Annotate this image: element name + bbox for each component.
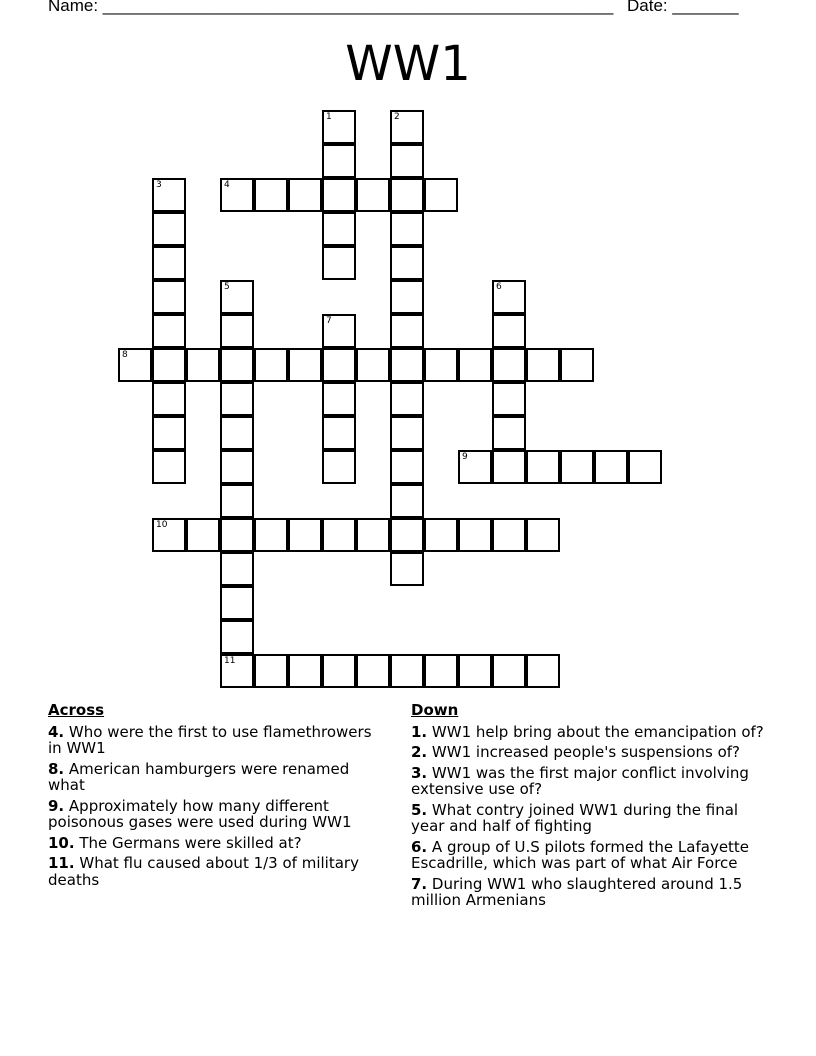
crossword-cell[interactable] [152, 178, 186, 212]
crossword-cell[interactable] [390, 382, 424, 416]
crossword-cell[interactable] [492, 654, 526, 688]
crossword-cell[interactable] [390, 518, 424, 552]
crossword-cell[interactable] [322, 518, 356, 552]
crossword-cell[interactable] [492, 382, 526, 416]
clue-text: What flu caused about 1/3 of military deaths [48, 854, 359, 889]
crossword-cell[interactable] [424, 654, 458, 688]
crossword-cell[interactable] [492, 450, 526, 484]
crossword-cell[interactable] [152, 246, 186, 280]
crossword-cell[interactable] [492, 518, 526, 552]
crossword-cell[interactable] [526, 348, 560, 382]
clue-text: The Germans were skilled at? [79, 833, 302, 852]
clue-number-label: 7 [326, 316, 332, 326]
clue-number: 5. [411, 800, 428, 819]
crossword-cell[interactable] [152, 212, 186, 246]
crossword-cell[interactable] [322, 246, 356, 280]
crossword-cell[interactable] [356, 178, 390, 212]
crossword-cell[interactable] [322, 314, 356, 348]
down-clue [411, 802, 771, 835]
clue-number-label: 2 [394, 112, 400, 122]
crossword-cell[interactable] [220, 416, 254, 450]
crossword-cell[interactable] [220, 620, 254, 654]
across-clue [48, 798, 388, 831]
crossword-cell[interactable] [390, 314, 424, 348]
crossword-cell[interactable] [220, 178, 254, 212]
crossword-cell[interactable] [390, 280, 424, 314]
crossword-cell[interactable] [220, 348, 254, 382]
crossword-cell[interactable] [594, 450, 628, 484]
down-clue [411, 744, 771, 761]
crossword-cell[interactable] [322, 450, 356, 484]
crossword-cell[interactable] [322, 144, 356, 178]
crossword-cell[interactable] [322, 382, 356, 416]
clue-number-label: 11 [224, 656, 236, 666]
crossword-cell[interactable] [152, 348, 186, 382]
crossword-cell[interactable] [526, 654, 560, 688]
clue-text: Who were the first to use flamethrowers in WW1 [48, 722, 372, 757]
crossword-cell[interactable] [356, 348, 390, 382]
crossword-cell[interactable] [390, 212, 424, 246]
crossword-cell[interactable] [220, 280, 254, 314]
crossword-cell[interactable] [254, 518, 288, 552]
clue-number: 7. [411, 874, 428, 893]
crossword-cell[interactable] [390, 144, 424, 178]
crossword-cell[interactable] [424, 178, 458, 212]
clue-number-label: 10 [156, 520, 168, 530]
crossword-cell[interactable] [492, 280, 526, 314]
crossword-cell[interactable] [390, 246, 424, 280]
clue-number: 8. [48, 759, 65, 778]
crossword-cell[interactable] [390, 484, 424, 518]
puzzle-title: WW1 [345, 36, 471, 92]
clue-text: American hamburgers were renamed what [48, 759, 350, 794]
crossword-cell[interactable] [560, 348, 594, 382]
crossword-cell[interactable] [458, 518, 492, 552]
clue-number: 4. [48, 722, 65, 741]
crossword-cell[interactable] [526, 450, 560, 484]
crossword-cell[interactable] [322, 178, 356, 212]
crossword-cell[interactable] [424, 518, 458, 552]
crossword-cell[interactable] [424, 348, 458, 382]
crossword-cell[interactable] [390, 416, 424, 450]
crossword-cell[interactable] [186, 348, 220, 382]
clue-number-label: 8 [122, 350, 128, 360]
crossword-cell[interactable] [390, 552, 424, 586]
crossword-cell[interactable] [118, 348, 152, 382]
down-clue [411, 765, 771, 798]
down-heading: Down [411, 701, 459, 719]
crossword-cell[interactable] [390, 178, 424, 212]
crossword-cell[interactable] [390, 348, 424, 382]
crossword-cell[interactable] [322, 348, 356, 382]
clue-number: 11. [48, 854, 75, 872]
clue-number: 1. [411, 722, 428, 741]
crossword-cell[interactable] [458, 450, 492, 484]
down-clues [411, 702, 771, 913]
crossword-cell[interactable] [356, 654, 390, 688]
crossword-cell[interactable] [288, 654, 322, 688]
crossword-cell[interactable] [288, 518, 322, 552]
clue-number-label: 3 [156, 180, 162, 190]
crossword-cell[interactable] [628, 450, 662, 484]
crossword-cell[interactable] [152, 518, 186, 552]
crossword-cell[interactable] [356, 518, 390, 552]
crossword-cell[interactable] [288, 178, 322, 212]
crossword-cell[interactable] [254, 348, 288, 382]
crossword-cell[interactable] [220, 450, 254, 484]
clue-number: 9. [48, 796, 65, 815]
crossword-cell[interactable] [492, 314, 526, 348]
crossword-cell[interactable] [458, 654, 492, 688]
across-clue [48, 835, 388, 852]
clue-text: WW1 increased people's suspensions of? [431, 743, 741, 761]
crossword-cell[interactable] [390, 110, 424, 144]
crossword-cell[interactable] [152, 314, 186, 348]
crossword-cell[interactable] [220, 654, 254, 688]
crossword-cell[interactable] [152, 416, 186, 450]
clue-text: WW1 was the first major conflict involving extensive use of? [411, 763, 749, 798]
across-clue [48, 761, 388, 794]
clue-number: 6. [411, 837, 428, 856]
clue-text: Approximately how many different poisonous gases were used during WW1 [48, 796, 352, 831]
crossword-cell[interactable] [186, 518, 220, 552]
crossword-cell[interactable] [220, 552, 254, 586]
crossword-cell[interactable] [322, 416, 356, 450]
date-field-line: Date: _______ [627, 0, 739, 15]
clue-number: 2. [411, 743, 428, 761]
crossword-cell[interactable] [322, 654, 356, 688]
crossword-cell[interactable] [220, 314, 254, 348]
across-clue [48, 724, 388, 757]
clue-number: 3. [411, 763, 428, 782]
clue-number-label: 4 [224, 180, 230, 190]
clue-text: A group of U.S pilots formed the Lafayette Escadrille, which was part of what Air Force [411, 837, 750, 872]
clue-number-label: 6 [496, 282, 502, 292]
crossword-cell[interactable] [152, 450, 186, 484]
crossword-cell[interactable] [220, 382, 254, 416]
crossword-cell[interactable] [220, 484, 254, 518]
crossword-cell[interactable] [322, 212, 356, 246]
across-heading: Across [48, 701, 105, 719]
crossword-cell[interactable] [254, 178, 288, 212]
crossword-cell[interactable] [390, 450, 424, 484]
crossword-cell[interactable] [458, 348, 492, 382]
crossword-cell[interactable] [220, 586, 254, 620]
down-clue [411, 839, 771, 872]
down-clue [411, 876, 771, 909]
crossword-cell[interactable] [526, 518, 560, 552]
crossword-cell[interactable] [152, 280, 186, 314]
crossword-cell[interactable] [390, 654, 424, 688]
clue-number: 10. [48, 833, 75, 852]
crossword-cell[interactable] [254, 654, 288, 688]
crossword-cell[interactable] [492, 416, 526, 450]
name-field-line: Name: ______________________________________________________ [48, 0, 614, 15]
clue-text: During WW1 who slaughtered around 1.5 million Armenians [411, 874, 743, 909]
crossword-cell[interactable] [560, 450, 594, 484]
crossword-cell[interactable] [288, 348, 322, 382]
clue-number-label: 5 [224, 282, 230, 292]
across-clue [48, 855, 388, 888]
across-clues [48, 702, 388, 892]
crossword-cell[interactable] [322, 110, 356, 144]
crossword-cell[interactable] [220, 518, 254, 552]
clue-number-label: 9 [462, 452, 468, 462]
clue-number-label: 1 [326, 112, 332, 122]
clue-text: WW1 help bring about the emancipation of? [431, 722, 764, 741]
crossword-cell[interactable] [152, 382, 186, 416]
crossword-cell[interactable] [492, 348, 526, 382]
clue-text: What contry joined WW1 during the final year and half of fighting [411, 800, 739, 835]
down-clue [411, 724, 771, 741]
